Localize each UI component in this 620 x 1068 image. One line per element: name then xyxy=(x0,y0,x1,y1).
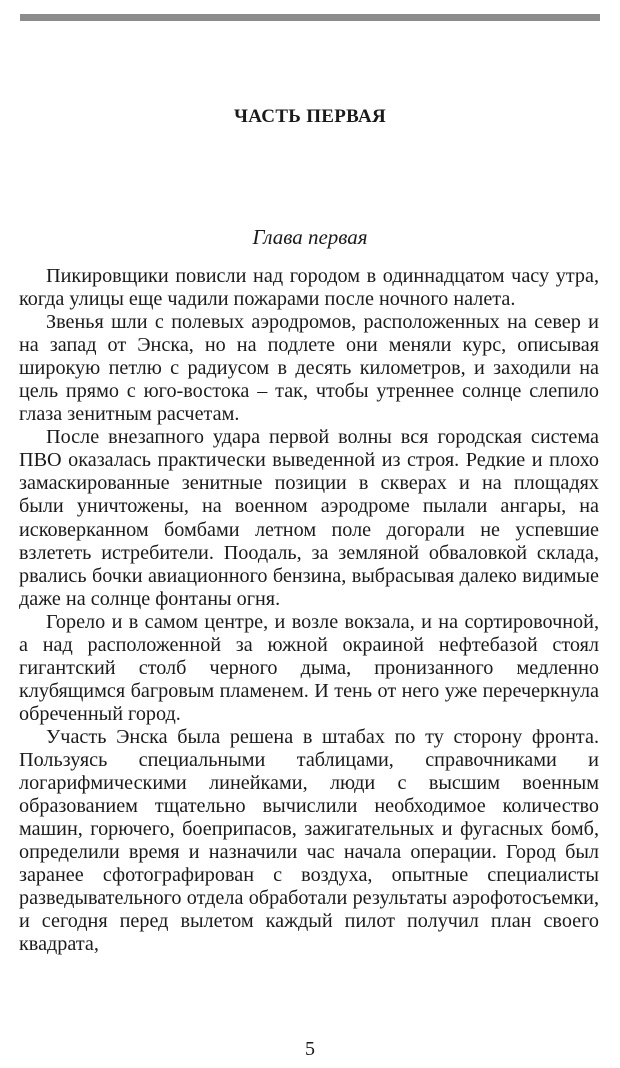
paragraph: Горело и в самом центре, и возле вокзала, и на сортировочной, а над расположенной за южной окраиной нефтебазой стоял гигантский столб черного дыма, пронизанного медленно клубящимся багровым пламенем. И тень от него уже перечеркнула обреченный город. xyxy=(19,610,599,725)
part-title: ЧАСТЬ ПЕРВАЯ xyxy=(233,106,386,127)
top-rule xyxy=(20,14,600,21)
paragraph: Звенья шли с полевых аэродромов, расположенных на север и на запад от Энска, но на подлете они меняли курс, описывая широкую петлю с радиусом в десять километров, и заходили на цель прямо с юго-востока – так, чтобы утреннее солнце слепило глаза зенитным расчетам. xyxy=(19,311,599,426)
paragraph: Участь Энска была решена в штабах по ту сторону фронта. Пользуясь специальными таблицами, справочниками и логарифмическими линейками, люди с высшим военным образованием тщательно вычислили необходимое количество машин, горючего, боеприпасов, зажигательных и фугасных бомб, определили время и назначили час начала операции. Город был заранее сфотографирован с воздуха, опытные специалисты разведывательного отдела обработали результаты аэрофотосъемки, и сегодня перед вылетом каждый пилот получил план своего квадрата, xyxy=(19,725,599,956)
paragraph: Пикировщики повисли над городом в одиннадцатом часу утра, когда улицы еще чадили пожарами после ночного налета. xyxy=(19,265,599,311)
page-number: 5 xyxy=(305,1038,315,1060)
body-text xyxy=(19,265,599,956)
chapter-title: Глава первая xyxy=(252,225,368,249)
paragraph: После внезапного удара первой волны вся городская система ПВО оказалась практически выведенной из строя. Редкие и плохо замаскированные зенитные позиции в скверах и на площадях были уничтожены, на военном аэродроме пылали ангары, на исковерканном бомбами летном поле догорали не успевшие взлететь истребители. Поодаль, за земляной обваловкой склада, рвались бочки авиационного бензина, выбрасывая далеко видимые даже на солнце фонтаны огня. xyxy=(19,426,599,610)
